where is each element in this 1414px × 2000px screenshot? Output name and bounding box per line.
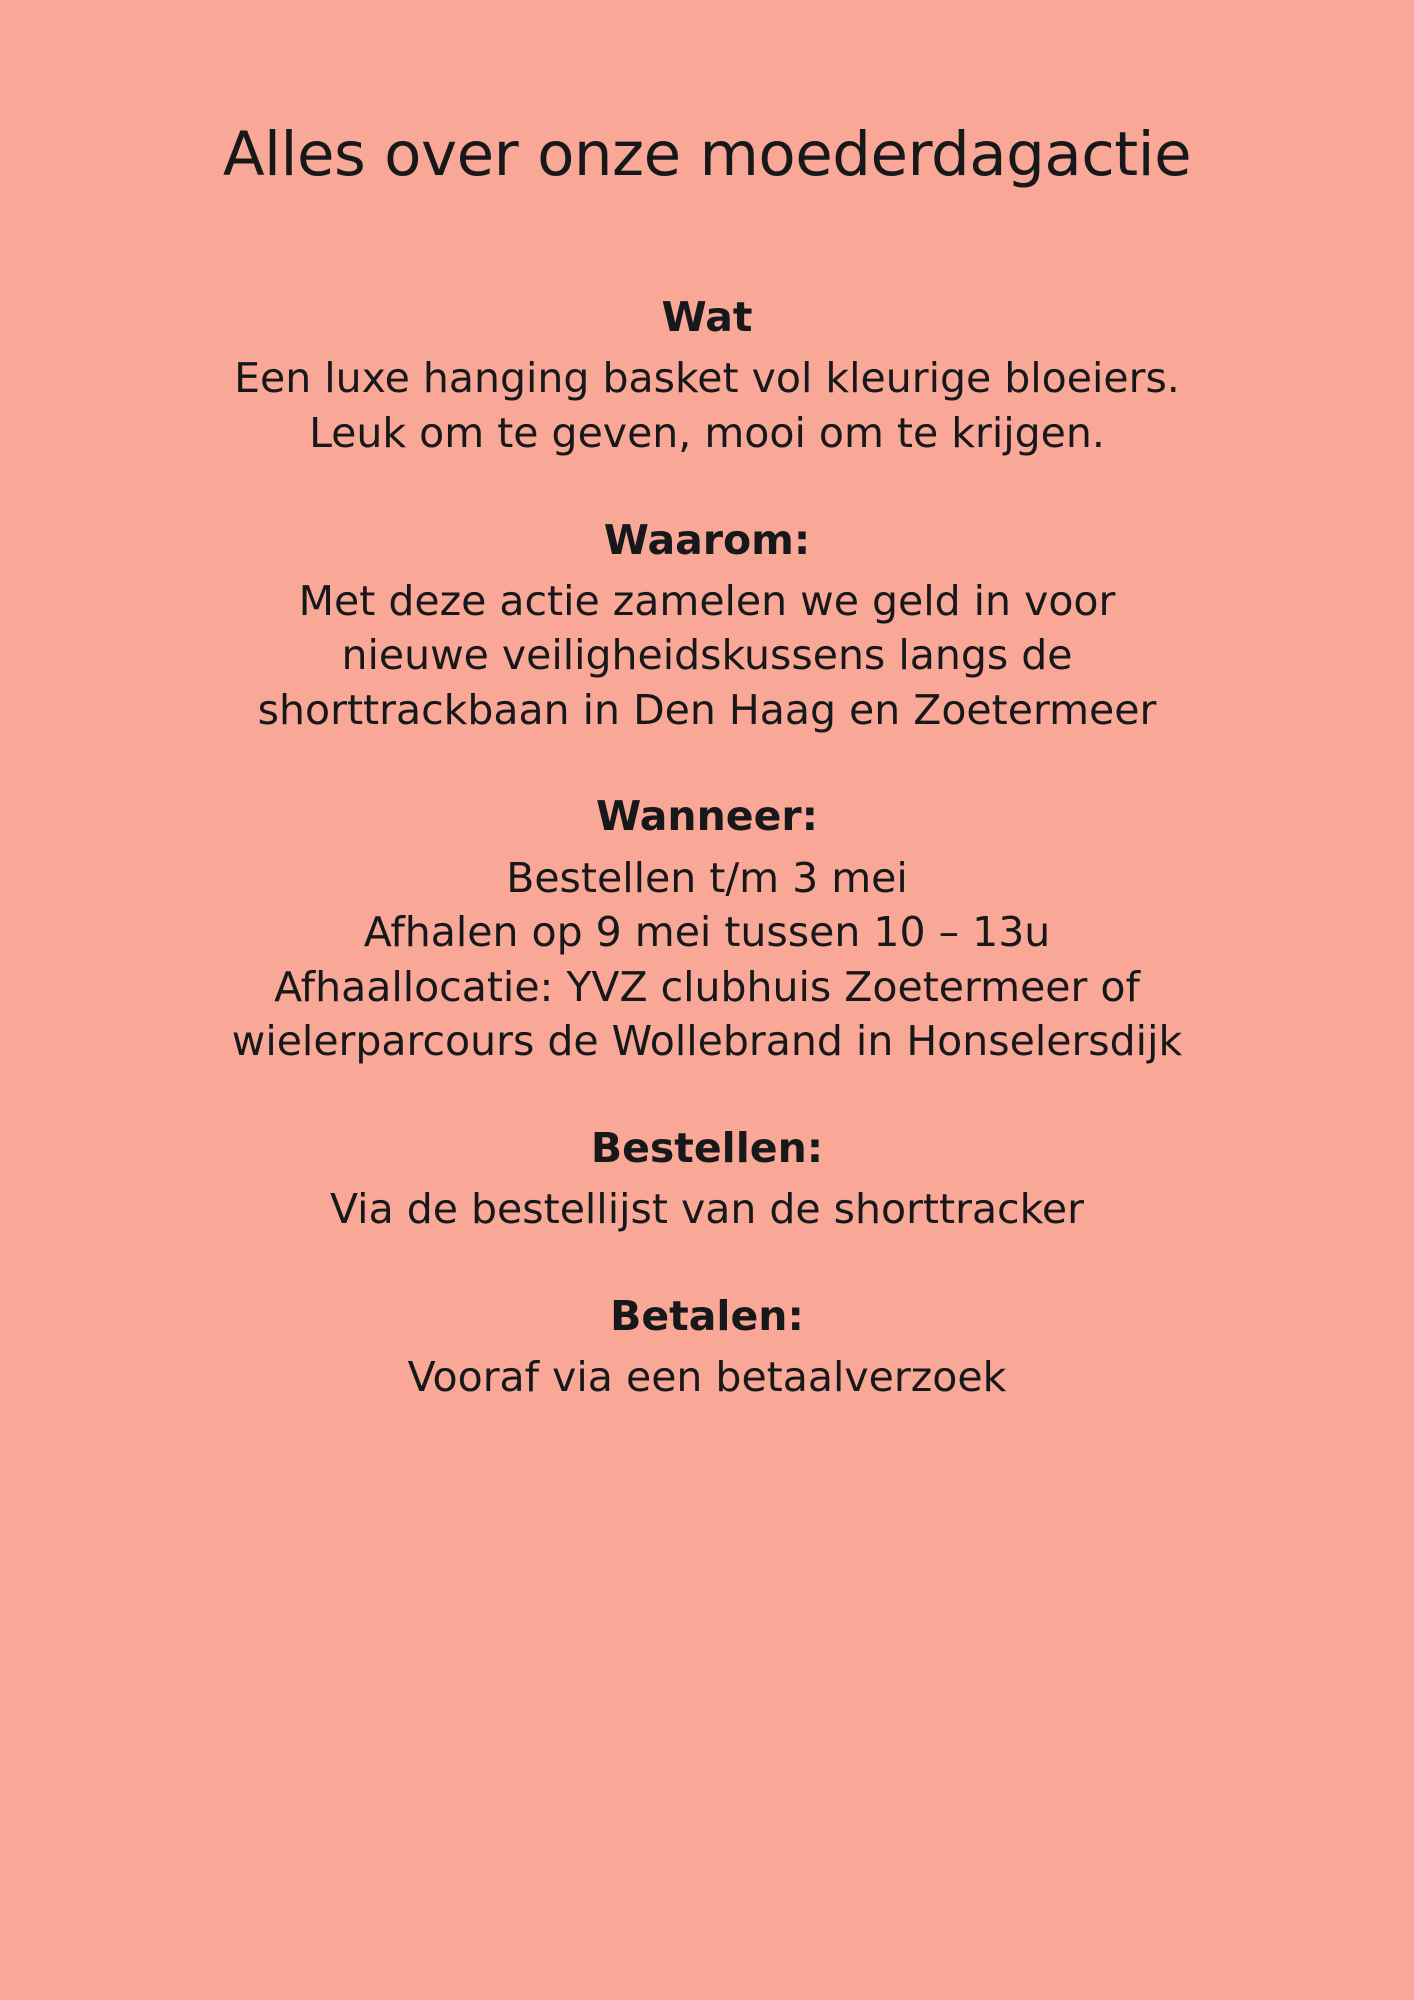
section-heading: Wanneer:	[595, 792, 819, 841]
section-line: Via de bestellijst van de shorttracker	[330, 1185, 1084, 1234]
section-line: shorttrackbaan in Den Haag en Zoetermeer	[257, 685, 1157, 734]
section-line: Met deze actie zamelen we geld in voor	[298, 576, 1116, 625]
section-heading: Waarom:	[603, 515, 811, 564]
section-wanneer	[60, 789, 1354, 1068]
section-wat	[60, 290, 1354, 460]
section-line: Een luxe hanging basket vol kleurige bloeiers.	[234, 354, 1180, 403]
section-heading: Bestellen:	[590, 1123, 824, 1172]
section-line: Afhalen op 9 mei tussen 10 – 13u	[363, 908, 1051, 957]
section-waarom	[60, 513, 1354, 738]
section-line: Bestellen t/m 3 mei	[506, 853, 908, 902]
section-line: Leuk om te geven, mooi om te krijgen.	[309, 409, 1105, 457]
section-line: Afhaallocatie: YVZ clubhuis Zoetermeer of	[274, 962, 1140, 1011]
section-line: Vooraf via een betaalverzoek	[407, 1353, 1007, 1402]
section-betalen	[60, 1289, 1354, 1405]
section-bestellen	[60, 1121, 1354, 1237]
page-title: Alles over onze moederdagactie	[222, 119, 1192, 190]
section-heading: Betalen:	[610, 1291, 804, 1340]
section-heading: Wat	[661, 293, 753, 342]
section-line: nieuwe veiligheidskussens langs de	[341, 631, 1073, 680]
section-line: wielerparcours de Wollebrand in Honselersdijk	[231, 1017, 1183, 1066]
